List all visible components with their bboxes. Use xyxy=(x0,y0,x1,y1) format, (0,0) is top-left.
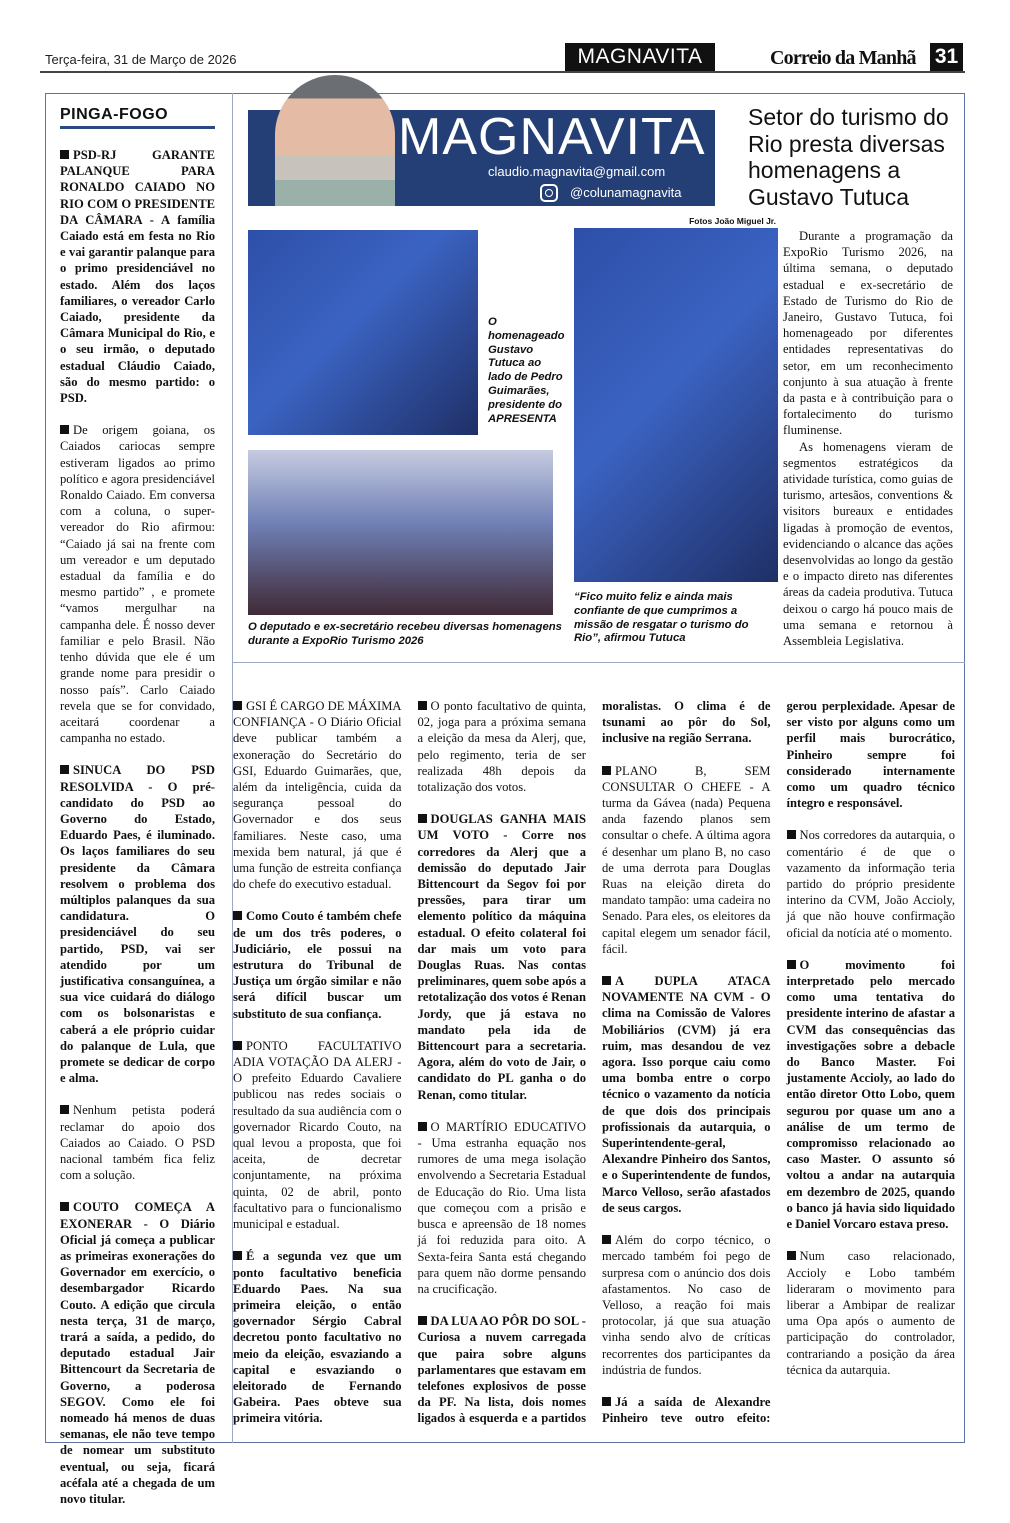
note-body: Curiosa a nuvem carregada que paira sobre alguns parlamentares que estavam em telefones explosivos de posse da PF. Na lista, dois nomes ligados à esquerda e a partidos moralistas. O clima é de tsunami ao pôr do Sol, inclusive na região Serrana. xyxy=(417,699,771,1426)
note-item xyxy=(60,1199,215,1507)
note-body: Nenhum petista poderá reclamar do apoio dos Caiados ao Caiado. O PSD nacional também fica feliz com a solução. xyxy=(60,1103,215,1183)
bullet-square-icon xyxy=(418,1122,427,1131)
bullet-square-icon xyxy=(60,765,69,774)
bullet-square-icon xyxy=(602,1397,611,1406)
feature-article-body xyxy=(783,228,953,649)
bullet-square-icon xyxy=(602,976,611,985)
note-item xyxy=(602,973,771,1216)
sidebar-title: PINGA-FOGO xyxy=(60,106,169,123)
note-lead: PSD-RJ GARANTE PALANQUE PARA RONALDO CAIADO NO RIO COM O PRESIDENTE DA CÂMARA - xyxy=(60,148,215,227)
note-body: Nos corredores da autarquia, o comentário é de que o vazamento da informação teria partido do próprio presidente interino da CVM, João Accioly, já que não houve confirmação oficial da notícia até o momento. xyxy=(786,828,955,940)
bullet-square-icon xyxy=(602,1235,611,1244)
note-body: É a segunda vez que um ponto facultativo beneficia Eduardo Paes. Na sua primeira eleição, o então governador Sérgio Cabral decretou ponto facultativo no meio da eleição, esvaziando a capital e esvaziando o eleitorado de Fernando Gabeira. Paes obteve sua primeira vitória. xyxy=(233,1249,402,1426)
note-body: O pré-candidato do PSD ao Governo do Estado, Eduardo Paes, é iluminado. Os laços familiares do seu presidente da Câmara resolvem o problema dos múltiplos palanques da sua candidatura. O presidenciável do seu partido, PSD, vai ser atendido por um justificativa consanguínea, a sua vice cuidará do diálogo com os bolsonaristas e caberá a ele próprio cuidar do palanque de Lula, que promete se dedicar de corpo e alma. xyxy=(60,779,215,1086)
bullet-square-icon xyxy=(233,911,242,920)
sidebar-title-underline xyxy=(60,126,215,129)
note-item xyxy=(418,811,587,1103)
note-body: O Diário Oficial já começa a publicar as primeiras exonerações do Governador em exercício, o desembargador Ricardo Couto. A edição que circula nesta terça, 31 de março, trará a saída, a pedido, do deputado estadual Jair Bittencourt da Secretaria de Governo, a poderosa SEGOV. Como ele foi nomeado há menos de duas semanas, ele não teve tempo de nomear um substituto eventual, ou seja, ficará acéfala até a chegada de um novo titular. xyxy=(60,1216,215,1507)
issue-date: Terça-feira, 31 de Março de 2026 xyxy=(45,52,237,67)
notes-columns xyxy=(233,698,955,1438)
note-item xyxy=(233,908,402,1021)
note-body: O clima na Comissão de Valores Mobiliários (CVM) já era ruim, mas desandou de vez agora. Isso porque caiu como uma bomba entre o corpo técnico o vazamento da notícia de que dois dos principais profissionais da autarquia, o Superintendente-geral, Alexandre Pinheiro dos Santos, e o Superintendente de fundos, Marco Velloso, serão afastados de seus cargos. xyxy=(602,990,771,1215)
note-body: O Diário Oficial deve publicar também a exoneração do Secretário do GSI, Eduardo Guimarães, que, além da inteligência, cuida da segurança pessoal do Governador e dos seus familiares. Neste caso, uma mexida bem natural, já que é uma função de estreita confiança do chefe do executivo estadual. xyxy=(233,715,402,892)
note-lead: GSI É CARGO DE MÁXIMA CONFIANÇA - xyxy=(233,699,402,730)
note-item xyxy=(418,1119,587,1297)
bullet-square-icon xyxy=(233,1041,242,1050)
bullet-square-icon xyxy=(602,766,611,775)
bullet-square-icon xyxy=(233,1251,242,1260)
note-body: Corre nos corredores da Alerj que a demissão do deputado Jair Bittencourt da Segov foi por pressões, para tirar um elemento político da máquina estadual. O efeito colateral foi dar mais um voto para Douglas Ruas. Nas contas preliminares, quem sobe após a retotalização dos votos é Renan Jordy, que já estava no mandato pela ida de Bittencourt para a secretaria. Agora, além do voto de Jair, o candidato do PL ganha o do Renan, como titular. xyxy=(417,828,587,1102)
instagram-handle[interactable] xyxy=(540,184,681,202)
bullet-square-icon xyxy=(787,830,796,839)
note-body: O movimento foi interpretado pelo mercado como uma tentativa do presidente interino de afastar a CVM das consequências das investigações sobre a debacle do Banco Master. Foi justamente Accioly, ao lado do então diretor Otto Lobo, quem segurou por quase um ano a análise de um termo de compromisso relacionado ao caso Master. O assunto só voltou a andar na autarquia em dezembro de 2025, quando o banco já havia sido liquidado e Daniel Vorcaro estava preso. xyxy=(786,957,955,1232)
note-lead: COUTO COMEÇA A EXONERAR - xyxy=(60,1200,215,1231)
note-item xyxy=(60,762,215,1086)
instagram-handle-text: @colunamagnavita xyxy=(570,185,682,200)
bullet-square-icon xyxy=(787,960,796,969)
bullet-square-icon xyxy=(60,425,69,434)
note-body: Além do corpo técnico, o mercado também foi pego de surpresa com o anúncio dos dois afastamentos. No caso de Velloso, a reação foi mais protocolar, já que sua atuação vinha sendo alvo de críticas recorrentes dos participantes da indústria de fundos. xyxy=(602,1233,771,1377)
photo-caption: O homenageado Gustavo Tutuca ao lado de Pedro Guimarães, presidente do APRESENTA xyxy=(488,316,565,425)
bullet-square-icon xyxy=(60,1105,69,1114)
bullet-square-icon xyxy=(418,701,427,710)
page-number: 31 xyxy=(930,43,963,71)
note-item xyxy=(787,1248,956,1378)
note-lead: SINUCA DO PSD RESOLVIDA - xyxy=(60,763,215,794)
section-label: MAGNAVITA xyxy=(565,43,715,71)
note-item xyxy=(233,1038,402,1232)
note-body: Num caso relacionado, Accioly e Lobo também lideraram o movimento para liberar a Ambipar de realizar uma Opa após o aumento de participação do controlador, contrariando a posição da área técnica da autarquia. xyxy=(786,1249,955,1377)
note-item xyxy=(60,147,215,406)
note-item xyxy=(233,698,402,892)
bullet-square-icon xyxy=(60,150,69,159)
note-body: Como Couto é também chefe de um dos três poderes, o Judiciário, ele possui na estrutura do Tribunal de Justiça um órgão similar e não será difícil buscar um substituto de sua confiança. xyxy=(233,909,402,1021)
note-lead: O MARTÍRIO EDUCATIVO - xyxy=(417,1119,586,1151)
note-body: Uma estranha equação nos rumores de uma mega isolação envolvendo a Secretaria Estadual de Educação do Rio. Uma lista que começou com a prisão e busca e apreensão de 18 nomes já foi reduzida para oito. A Sexta-feira Santa está chegando para quem não dorme pensando na crucificação. xyxy=(417,1136,586,1296)
column-title: MAGNAVITA xyxy=(398,108,706,166)
newspaper-logo: Correio da Manhã xyxy=(770,47,916,69)
note-body: Já a saída de Alexandre Pinheiro teve outro efeito: gerou perplexidade. Apesar de ser visto por alguns como um perfil mais burocrático, Pinheiro sempre foi considerado internamente como um quadro técnico íntegro e responsável. xyxy=(602,699,955,1426)
note-lead: DA LUA AO PÔR DO SOL - xyxy=(430,1314,586,1329)
photo-credit: Fotos João Miguel Jr. xyxy=(689,216,776,226)
note-item xyxy=(233,1248,402,1426)
note-item xyxy=(787,827,956,940)
note-item xyxy=(602,1232,771,1378)
horizontal-divider xyxy=(233,662,965,663)
bullet-square-icon xyxy=(787,1251,796,1260)
bullet-square-icon xyxy=(418,814,427,823)
note-body: O prefeito Eduardo Cavaliere publicou nas redes sociais o resultado da sua audiência com o governador Ricardo Couto, na qual levou a proposta, que foi aceita, de decretar conjuntamente, na próxima quinta, 02 de abril, ponto facultativo para o funcionalismo municipal e estadual. xyxy=(233,1071,402,1232)
note-lead: DOUGLAS GANHA MAIS UM VOTO - xyxy=(417,812,586,843)
bullet-square-icon xyxy=(233,701,242,710)
header-rule xyxy=(40,71,965,73)
article-paragraph: As homenagens vieram de segmentos estratégicos da atividade turística, como guias de turismo, artesãos, conventions & visitors bureaux e entidades ligadas à promoção de eventos, evidenciando o alcance das ações desenvolvidas ao longo da gestão e o impacto direto nas diferentes áreas da cadeia produtiva. Tutuca deixou o cargo há pouco mais de uma semana e retornou à Assembleia Legislativa. xyxy=(783,439,953,649)
bullet-square-icon xyxy=(60,1202,69,1211)
note-body: A família Caiado está em festa no Rio e vai garantir palanque para o primo presidenciável no estado. Além dos laços familiares, o vereador Carlo Caiado, presidente da Câmara Municipal do Rio, e o seu irmão, o deputado estadual Cláudio Caiado, são do mesmo partido: o PSD. xyxy=(60,212,215,406)
note-item xyxy=(602,763,771,957)
note-item xyxy=(60,1102,215,1183)
note-item xyxy=(787,957,956,1232)
columnist-email[interactable]: claudio.magnavita@gmail.com xyxy=(488,164,666,179)
note-item xyxy=(418,698,587,795)
note-lead: PONTO FACULTATIVO ADIA VOTAÇÃO DA ALERJ - xyxy=(233,1038,402,1070)
photo-caption: “Fico muito feliz e ainda mais confiante de que cumprimos a missão de resgatar o turismo do Rio”, afirmou Tutuca xyxy=(574,591,749,645)
note-body: A turma da Gávea (nada) Pequena anda fazendo planos sem consultar o chefe. A última agora é desenhar um plano B, no caso de uma derrota para Douglas Ruas na eleição direta do mandato tampão: uma cadeira no Senado. Para eles, os eleitores da capital elegem um senador fácil, fácil. xyxy=(602,779,771,956)
bullet-square-icon xyxy=(418,1316,427,1325)
note-lead: PLANO B, SEM CONSULTAR O CHEFE - xyxy=(602,763,771,794)
columnist-portrait xyxy=(275,75,395,206)
photo-group-homage xyxy=(248,450,553,615)
pinga-fogo-column xyxy=(60,147,215,1523)
photo-tutuca-certificate xyxy=(574,228,778,582)
feature-headline: Setor do turismo do Rio presta diversas homenagens a Gustavo Tutuca xyxy=(748,104,949,210)
photo-caption: O deputado e ex-secretário recebeu diversas homenagens durante a ExpoRio Turismo 2026 xyxy=(248,621,562,647)
photo-tutuca-with-guimaraes xyxy=(248,230,478,435)
note-body: O ponto facultativo de quinta, 02, joga para a próxima semana a eleição da mesa da Alerj, que, pelo regimento, teria de ser realizada 48h depois da totalização dos votos. xyxy=(417,699,586,795)
instagram-icon xyxy=(540,184,558,202)
article-paragraph: Durante a programação da ExpoRio Turismo 2026, na última semana, o deputado estadual e ex-secretário de Estado de Turismo do Rio de Janeiro, Gustavo Tutuca, foi homenageado por diferentes entidades representativas do setor, em um reconhecimento conjunto à sua atuação à frente da pasta e à contribuição para o fortalecimento do turismo fluminense. xyxy=(783,229,953,438)
note-item xyxy=(60,422,215,746)
note-lead: A DUPLA ATACA NOVAMENTE NA CVM - xyxy=(602,974,771,1005)
note-body: De origem goiana, os Caiados cariocas sempre estiveram ligados ao primo político e agora presidenciável Ronaldo Caiado. Em conversa com a coluna, o super-vereador do Rio afirmou: “Caiado já sai na frente com um vereador e um deputado estadual da família e do mesmo partido” , e promete “vamos mergulhar na campanha dele. É nosso dever familiar e pelo Brasil. Não tenho dúvida que ele é um grande nome para presidir o nosso país”. Carlo Caiado revela que se for convidado, aceitará coordenar a campanha no estado. xyxy=(60,423,215,746)
